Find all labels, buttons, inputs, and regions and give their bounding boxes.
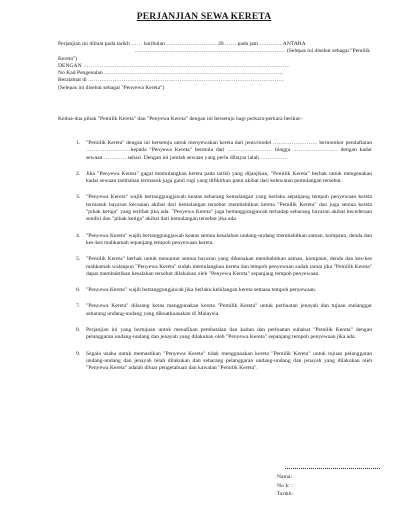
intro-line-renter: DENGAN ………………………………………………………………………………………………… xyxy=(58,62,290,69)
intro-line-owner-cont: Kereta") xyxy=(58,55,78,62)
signature-name-label: Nama: xyxy=(277,474,292,480)
signature-date-label: Tarikh: xyxy=(277,491,294,497)
clause-number: 7. xyxy=(76,303,81,310)
intro-line-ic: No Kad Pengenalan …………………………………………………………………………………… xyxy=(58,70,284,77)
clause-number: 1. xyxy=(76,140,81,146)
lead-paragraph: Kedua-dua pihak "Pemilik Kereta" dan "Penyewa Kereta" dengan ini bersetuju bagi perkara-perkara berikut:- xyxy=(58,116,304,122)
clause-number: 6. xyxy=(76,287,81,294)
clause-text: Jika "Penyewa Kereta" gagal memulangkan kereta pada tarikh yang dijanjikan, "Pemilik Kereta" berhak untuk mengenakan kadar sewaan tambahan termasuk juga ganti rugi yang difikirkan patut akibat dari kelewatan pemulangan tersebut. xyxy=(86,170,372,185)
intro-block xyxy=(58,41,370,92)
signature-line xyxy=(285,468,380,469)
intro-line-owner: ……………………………………………………………………… (Selepas ini disebut sebagai "Pemilik xyxy=(134,48,370,55)
document-title: PERJANJIAN SEWA KERETA xyxy=(136,12,272,22)
clause-text: Segala usaha untuk memastikan "Penyewa Kereta" tidak menggunakan kereta "Pemilik Kereta" untuk tujuan pelanggaran undang-undang dan jenayah telah dilakukan dan sebarang pelanggaran undang-undang dan jenayah yang dilakukan oleh "Penyewa Kereta" adalah diluar pengetahuan dan kawalan "Pemilik Kereta". xyxy=(86,350,372,372)
clause-text: "Pemilik Kereta" dengan ini bersetuju untuk menyewakan kereta dari jenis/model …………………… bernombor pendaftaran ……………………kepada "Penyewa Kereta" bermula dari …………………… hingga …………………… dengan kadar sewaan ………… sehari. Dengan ini jumlah sewaan yang perlu dibayar ialah …………… xyxy=(86,140,372,161)
clause-item xyxy=(58,171,372,186)
clause-item xyxy=(58,140,372,162)
signature-block xyxy=(255,468,380,499)
clause-number: 5. xyxy=(76,256,81,263)
clause-item xyxy=(58,351,372,373)
clause-number: 8. xyxy=(76,327,81,334)
clause-number: 4. xyxy=(76,232,81,239)
clause-text: "Penyewa Kereta" wajib bertanggungjawab keatas sebarang kemalangan yang berlaku sepanjang tempoh penyewaan kereta termasuk bayaran kecuaian akibat dari kemalangan tersebut membabitkan kereta "Pemilik Kereta" dan juga semua kereta "pihak ketiga" yang terlibat jika ada. "Penyewa Kereta" juga bertanggungjawab terhadap sebarang bayaran akibat kecederaan sendiri dan "pihak ketiga" akibat dari kemalangan tersebut jika ada. xyxy=(86,194,372,223)
clause-item xyxy=(58,256,372,278)
clause-number: 2. xyxy=(76,170,81,177)
clause-number: 3. xyxy=(76,194,81,201)
clause-text: "Penyewa Kereta" wajib bertanggungjawab jika berlaku kehilangan kereta semasa tempoh penyewaan. xyxy=(86,287,317,294)
clause-list xyxy=(58,140,372,382)
clause-item xyxy=(58,303,372,318)
clause-text: "Pemilik Kereta" berhak untuk menuntut semua bayaran yang dikenakan membabitkan saman, kompaun, denda dan kes-kes mahkamah walaupun "Penyewa Kereta" sudah memulangkan kereta dan tempoh penyewaan sudah tamat jika "Pemilik Kereta" dapat membuktikan kesalahan tersebut dilakukan oleh "Penyewa Kereta" sepanjang tempoh penyewaan. xyxy=(86,256,372,277)
clause-text: "Penyewa Kereta" wajib bertanggungjawab keatas semua kesalahan undang-undang membabitkan saman, kompaun, denda dan kes-kes mahkamah sepanjang tempoh penyewaan kereta. xyxy=(86,232,372,246)
clause-text: Perjanjian ini yang bertujuan untuk menafikan pembatalan dan kaitan dan perbuatan subahat "Pemilik Kereta" dengan pelanggaran undang-undang dan jenayah yang dilakukan oleh "Penyewa Kereta" sepanjang tempoh penyewaan jika ada. xyxy=(86,327,372,341)
clause-item xyxy=(58,287,372,294)
clause-number: 9. xyxy=(76,350,81,357)
intro-line-address: Beralamat di …………………………………………………………………………………………… xyxy=(58,77,284,84)
clause-text: "Penyewa Kereta" dilarang keras menggunakan kereta "Pemilik Kereta" untuk perbuatan jenayah dan tujuan melanggar sebarang undang-undang yang dikuatkuasakan di Malaysia. xyxy=(86,303,372,317)
signature-ic-label: No Ic : xyxy=(277,482,293,489)
clause-item xyxy=(58,233,372,248)
intro-line-date: Perjanjian ini dibuat pada tarikh …… haribulan ……………………… 20 …… pada jam ………… ANTARA xyxy=(58,41,306,47)
clause-item xyxy=(58,327,372,342)
intro-line-renter-note: (Selepas ini disebut sebagai "Penyewa Kereta") xyxy=(58,84,165,91)
clause-item xyxy=(58,194,372,223)
